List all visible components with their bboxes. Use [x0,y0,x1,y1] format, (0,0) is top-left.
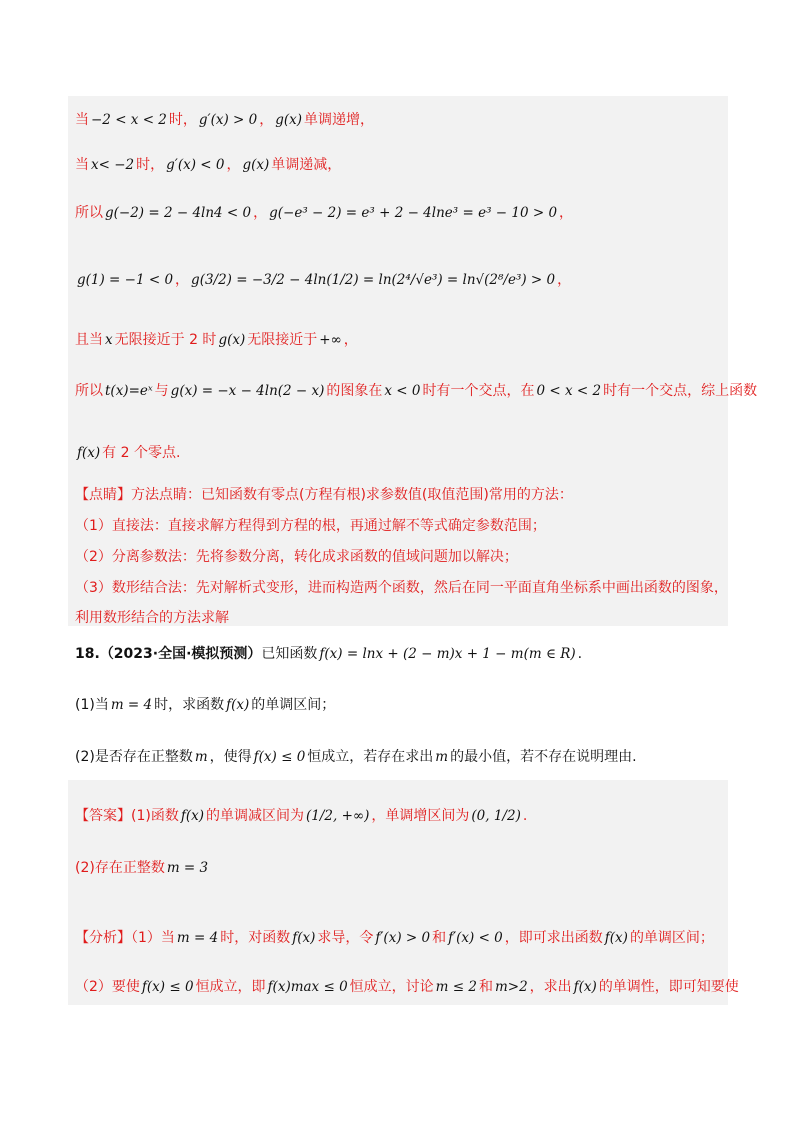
text: . [522,808,528,824]
text: (2)存在正整数 [75,860,165,876]
formula: x < 0 [384,383,421,399]
formula: g(x) [242,157,270,173]
formula: m = 4 [176,930,219,946]
formula: g′(x) > 0 [198,112,258,128]
text: 单调递增， [304,112,375,128]
text: 恒成立，若存在求出 [307,749,434,765]
formula: x< −2 [91,157,135,173]
formula: m = 4 [110,697,153,713]
text: 单调递减， [271,157,342,173]
tip-item-1: （1）直接法：直接求解方程得到方程的根，再通过解不等式确定参数范围； [75,518,546,534]
formula: g(x) [218,332,246,348]
text: ， [259,112,274,128]
answer-2 [75,858,210,878]
text: （2）要使 [75,979,140,995]
formula: f(x) [180,808,204,824]
text: ， [557,272,572,288]
formula: f(x) ≤ 0 [253,749,306,765]
formula: f(x) ≤ 0 [141,979,194,995]
text: 所以 [75,383,103,399]
formula: t(x)=eˣ [105,383,153,399]
formula: f′(x) > 0 [375,930,431,946]
formula: m = 3 [166,860,209,876]
text: ，求出 [529,979,572,995]
formula: f(x)max ≤ 0 [267,979,348,995]
formula: (1/2, +∞) [306,808,370,824]
text: 的单调区间； [251,697,336,713]
formula: m [194,749,208,765]
text: ， [175,272,190,288]
line-6 [75,381,757,401]
formula: g(−2) = 2 − 4ln4 < 0 [105,205,252,221]
answer-1 [75,806,527,826]
formula: f′(x) < 0 [448,930,503,946]
text: (1)当 [75,697,109,713]
text: 的图象在 [326,383,383,399]
formula: g(1) = −1 < 0 [77,272,174,288]
tip-item-2: （2）分离参数法：先将参数分离，转化成求函数的值域问题加以解决； [75,549,518,565]
text: (2)是否存在正整数 [75,749,193,765]
formula: f(x) [573,979,597,995]
text: 和 [478,979,493,995]
formula: x [105,332,113,348]
text: 时有一个交点，在 [422,383,535,399]
text: 恒成立，讨论 [349,979,434,995]
text: ， [226,157,241,173]
text: 恒成立，即 [195,979,266,995]
formula: g(x) = −x − 4ln(2 − x) [170,383,325,399]
analysis-2 [75,977,739,997]
formula: f(x) = lnx + (2 − m)x + 1 − m(m ∈ R) [319,646,576,662]
text: 已知函数 [261,646,318,662]
text: 的最小值，若不存在说明理由. [450,749,637,765]
text: 求导，令 [317,930,374,946]
line-3 [75,203,573,223]
formula: m [435,749,449,765]
text: 时，求函数 [154,697,225,713]
text: 时，对函数 [220,930,291,946]
tip-heading: 【点睛】方法点睛：已知函数有零点(方程有根)求参数值(取值范围)常用的方法： [75,487,573,503]
line-1 [75,110,374,130]
text: 【答案】(1)函数 [75,808,179,824]
text: 【分析】（1）当 [75,930,175,946]
formula: f(x) [292,930,316,946]
tip-item-4: 利用数形结合的方法求解 [75,610,229,626]
formula: +∞ [319,332,342,348]
text: ， [343,332,358,348]
text: 且当 [75,332,103,348]
formula: 0 < x < 2 [536,383,602,399]
formula: (0, 1/2) [471,808,521,824]
text: 时有一个交点，综上函数 [603,383,758,399]
question-part-1 [75,695,335,715]
line-2 [75,155,341,175]
text: 和 [432,930,447,946]
line-7 [75,443,180,463]
text: ，单调增区间为 [371,808,470,824]
formula: f(x) [77,445,101,461]
text: 与 [154,383,169,399]
formula: m>2 [494,979,528,995]
text: 当 [75,112,89,128]
text: 的单调性，即可知要使 [598,979,739,995]
line-4 [75,270,571,290]
formula: f(x) [226,697,250,713]
analysis-1 [75,928,714,948]
formula: −2 < x < 2 [91,112,167,128]
text: 时， [168,112,197,128]
text: 所以 [75,205,103,221]
formula: g′(x) < 0 [166,157,225,173]
text: 无限接近于 2 时 [114,332,217,348]
formula: m ≤ 2 [435,979,477,995]
question-part-2 [75,747,637,767]
formula: g(3/2) = −3/2 − 4ln(1/2) = ln(2⁴/√e³) = ln√(2⁸/e³) > 0 [191,272,556,288]
question-number: 18. [75,646,100,662]
text: 的单调区间； [629,930,714,946]
text: 无限接近于 [247,332,318,348]
text: ， [559,205,574,221]
text: ，使得 [209,749,252,765]
question-source: （2023·全国·模拟预测） [99,646,262,662]
text: . [577,646,583,662]
text: ，即可求出函数 [504,930,603,946]
text: 当 [75,157,89,173]
formula: f(x) [604,930,628,946]
text: 的单调减区间为 [206,808,304,824]
line-5 [75,330,358,350]
text: 时， [136,157,165,173]
question-18 [75,644,582,664]
tip-item-3: （3）数形结合法：先对解析式变形，进而构造两个函数，然后在同一平面直角坐标系中画出函数的图象， [75,580,728,596]
text: ， [253,205,268,221]
formula: g(x) [275,112,303,128]
formula: g(−e³ − 2) = e³ + 2 − 4lne³ = e³ − 10 > 0 [269,205,558,221]
text: 有 2 个零点. [102,445,181,461]
